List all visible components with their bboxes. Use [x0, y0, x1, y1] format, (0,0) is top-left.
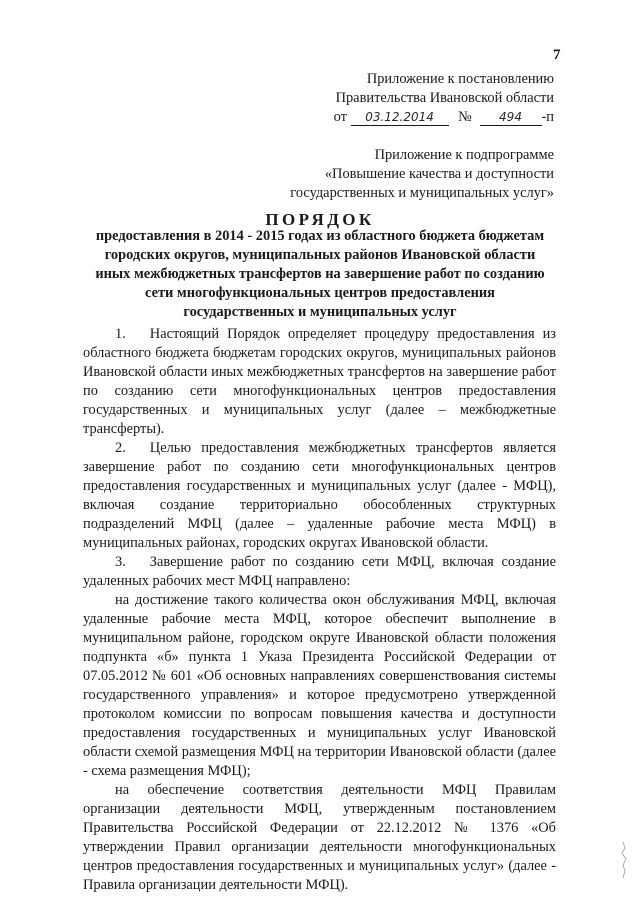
document-body [83, 325, 556, 895]
sub-paragraph: на достижение такого количества окон обслуживания МФЦ, включая удаленные рабочие места МФЦ, которое обеспечит выполнение в муниципальном районе, городском округе Ивановской области положения подпункта «б» пункта 1 Указа Президента Российской Федерации от 07.05.2012 № 601 «Об основных направлениях совершенствования системы государственного управления» и которое предусмотрено утвержденной протоколом комиссии по вопросам повышения качества и доступности предоставления государственных и муниципальных услуг Ивановской области схемой размещения МФЦ на территории Ивановской области (далее - схема размещения МФЦ); [83, 592, 556, 779]
number-suffix: -п [541, 109, 554, 125]
annex-1-line2: Правительства Ивановской области [335, 90, 554, 106]
subtitle-line: сети многофункциональных центров предоставления [145, 285, 495, 301]
margin-scribble-mark [617, 840, 631, 880]
annex-2-line2: «Повышение качества и доступности [324, 166, 554, 182]
subtitle-line: государственных и муниципальных услуг [183, 304, 457, 320]
number-label: № [458, 109, 472, 125]
annex-2-line1: Приложение к подпрограмме [374, 147, 554, 163]
subtitle-line: предоставления в 2014 - 2015 годах из областного бюджета бюджетам [95, 228, 545, 244]
handwritten-date: 03.12.2014 [351, 110, 449, 126]
page-number: 7 [553, 47, 561, 63]
paragraph-text: Завершение работ по созданию сети МФЦ, включая создание удаленных рабочих мест МФЦ направлено: [83, 554, 556, 589]
paragraph-2 [83, 439, 556, 553]
handwritten-number: 494 [480, 110, 542, 126]
paragraph-number: 2. [115, 440, 126, 456]
sub-paragraph: на обеспечение соответствия деятельности МФЦ Правилам организации деятельности МФЦ, утвержденным постановлением Правительства Российской Федерации от 22.12.2012 № 1376 «Об утверждении Правил организации деятельности многофункциональных центров предоставления государственных и муниципальных услуг» (далее - Правила организации деятельности МФЦ). [83, 782, 556, 893]
annex-1-date-line [334, 108, 554, 127]
date-prefix: от [333, 109, 347, 125]
annex-1-line1: Приложение к постановлению [366, 71, 554, 87]
paragraph-1 [83, 325, 556, 439]
document-subtitle [76, 227, 564, 322]
paragraph-text: Целью предоставления межбюджетных трансфертов является завершение работ по созданию сети многофункциональных центров предоставления государственных и муниципальных услуг (далее - МФЦ), включая создание территориально обособленных структурных подразделений МФЦ (далее – удаленные рабочие места МФЦ) в муниципальных районах, городских округах Ивановской области. [83, 440, 556, 551]
subtitle-line: иных межбюджетных трансфертов на завершение работ по созданию [95, 266, 545, 282]
paragraph-number: 3. [115, 554, 126, 570]
annex-to-subprogram [290, 146, 554, 203]
paragraph-number: 1. [115, 326, 126, 342]
paragraph-text: Настоящий Порядок определяет процедуру предоставления из областного бюджета бюджетам городских округов, муниципальных районов Ивановской области иных межбюджетных трансфертов на завершение работ по созданию сети многофункциональных центров предоставления государственных и муниципальных услуг (далее – межбюджетные трансферты). [83, 326, 556, 437]
document-title: ПОРЯДОК [265, 210, 375, 229]
annex-2-line3: государственных и муниципальных услуг» [290, 185, 554, 201]
annex-to-resolution [334, 70, 554, 127]
paragraph-3 [83, 553, 556, 591]
subtitle-line: городских округов, муниципальных районов Ивановской области [104, 247, 536, 263]
